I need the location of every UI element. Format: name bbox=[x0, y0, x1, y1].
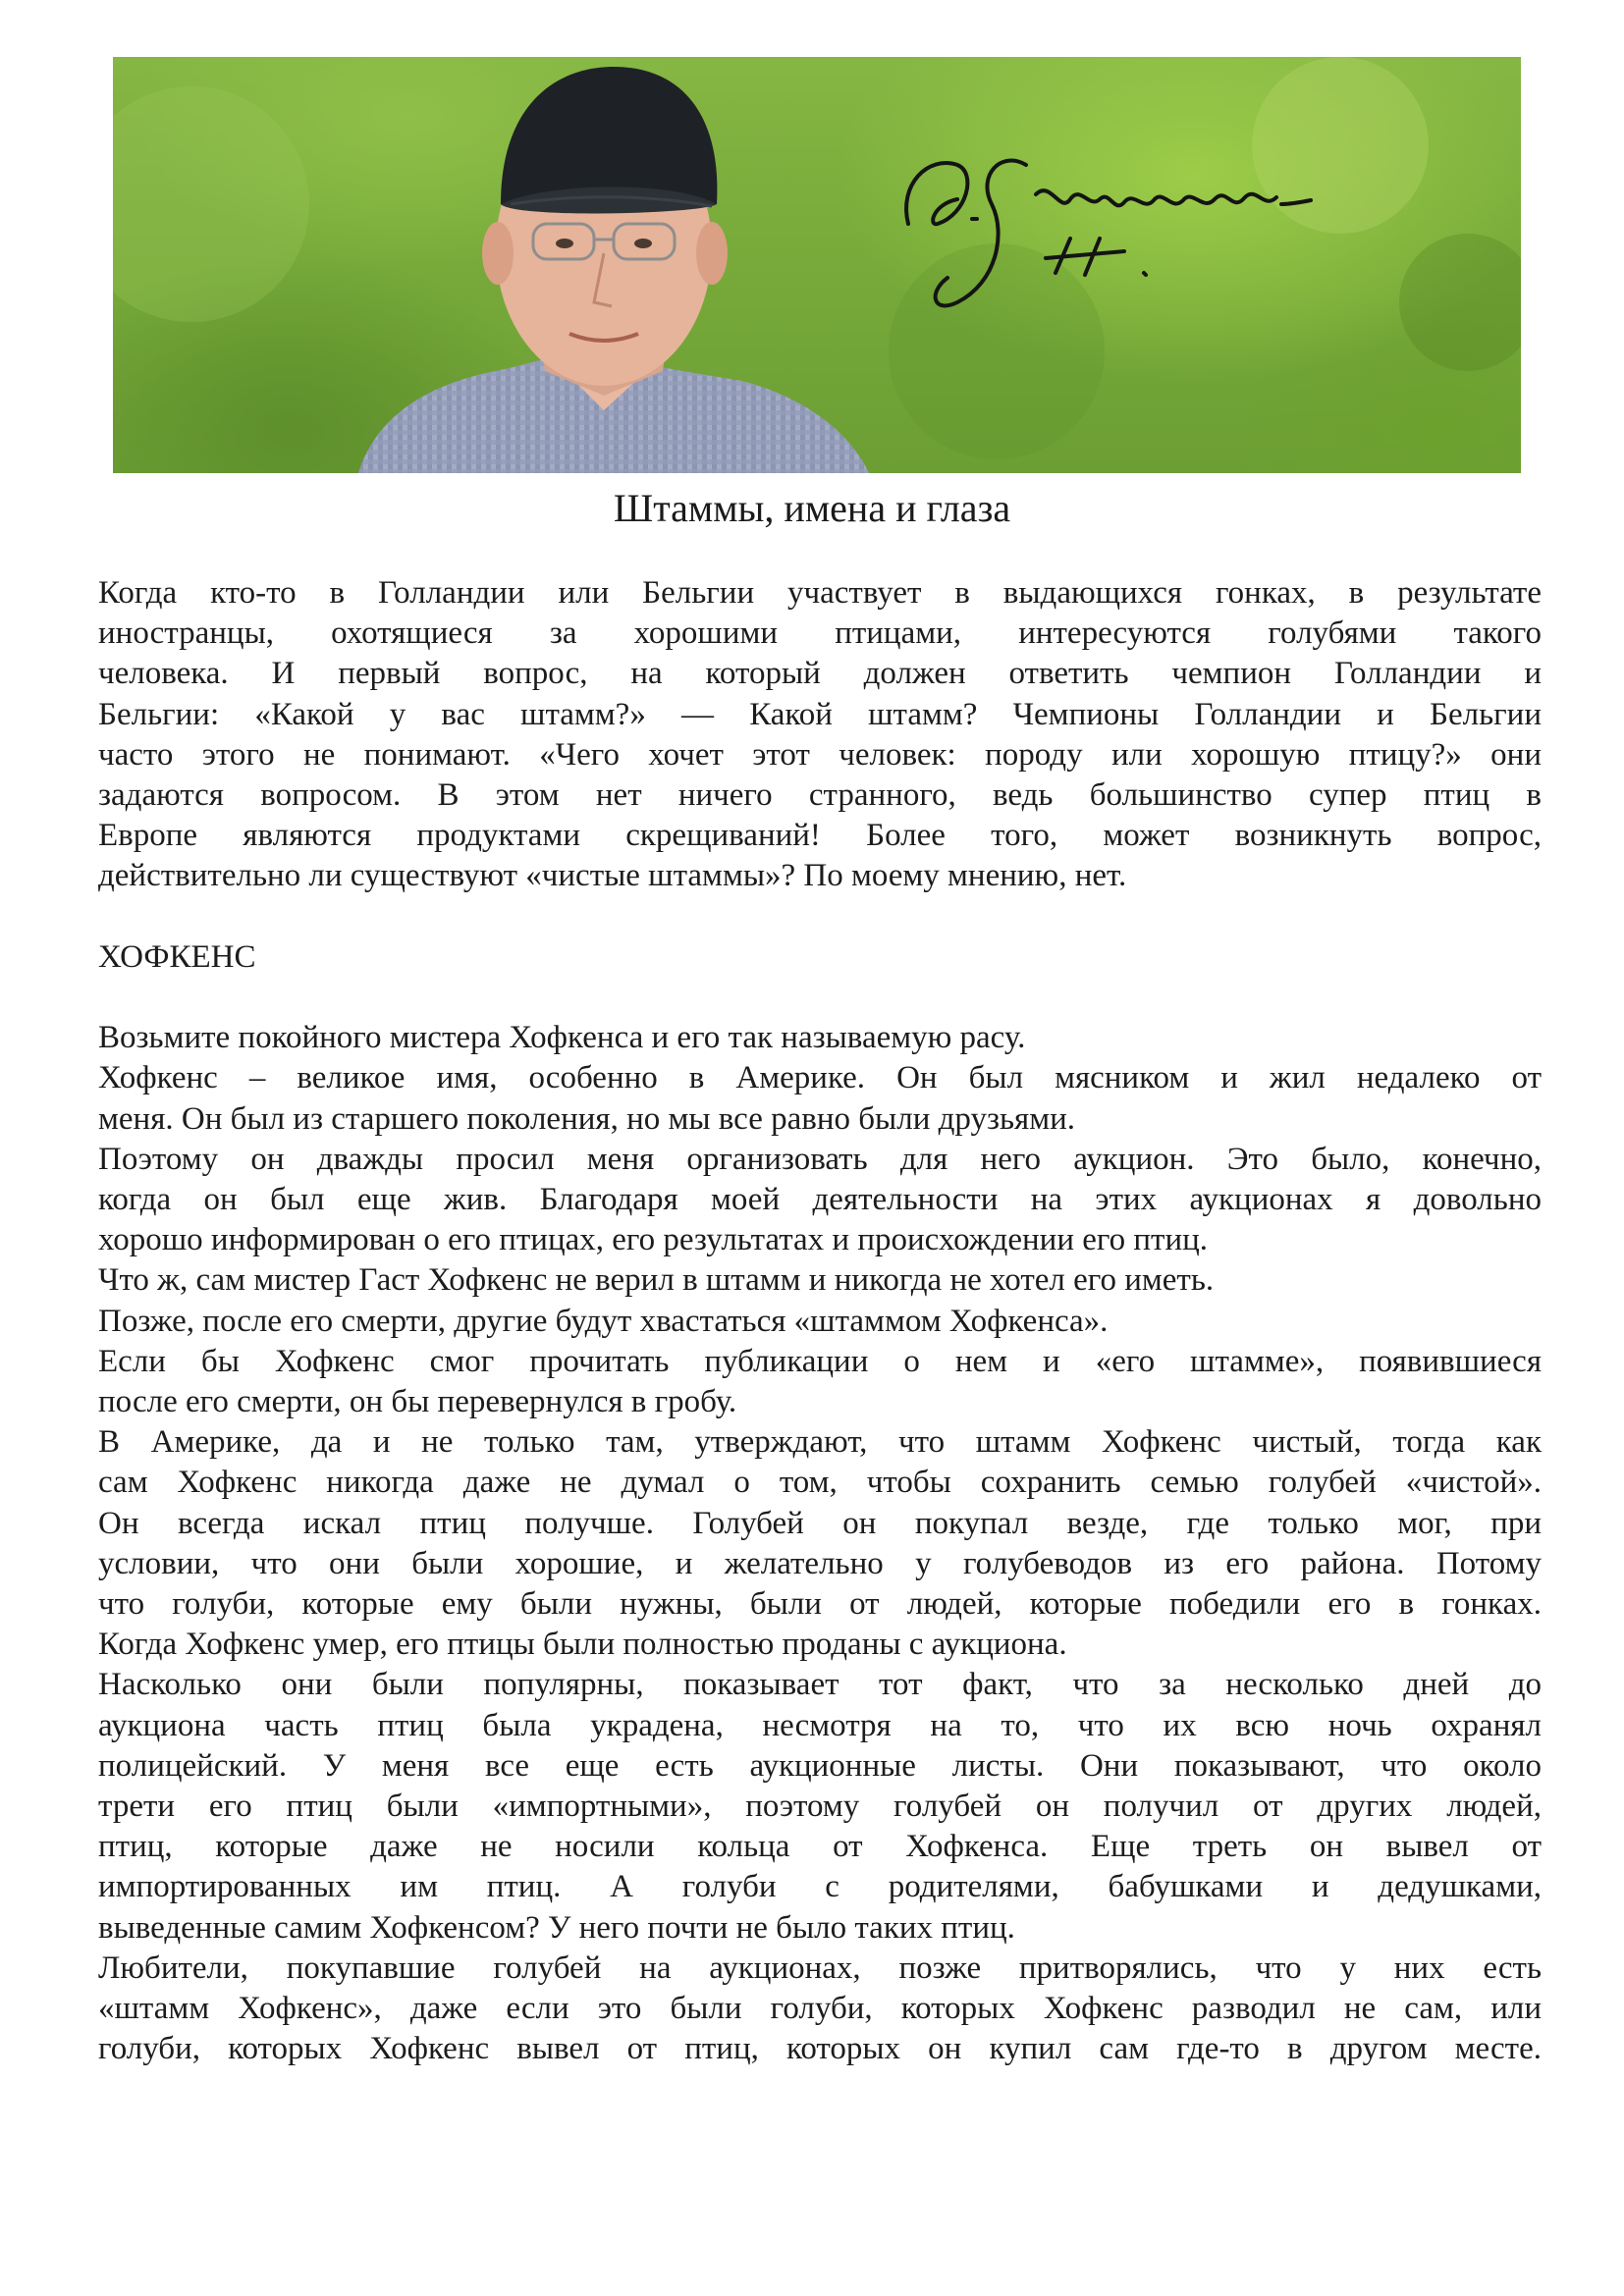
person-cap bbox=[501, 67, 717, 213]
text-line: что голуби, которые ему были нужны, были от людей, которые победили его в гонках. bbox=[98, 1586, 1542, 1623]
text-line: птиц, которые даже не носили кольца от Хофкенса. Еще треть он вывел от bbox=[98, 1829, 1542, 1865]
text-line: хорошо информирован о его птицах, его результатах и происхождении его птиц. bbox=[98, 1222, 1209, 1258]
text-line: условии, что они были хорошие, и желательно у голубеводов из его района. Потому bbox=[98, 1545, 1542, 1581]
text-line: меня. Он был из старшего поколения, но мы все равно были друзьями. bbox=[98, 1100, 1076, 1137]
text-line: иностранцы, охотящиеся за хорошими птицами, интересуются голубями такого bbox=[98, 615, 1542, 652]
text-line: когда он был еще жив. Благодаря моей деятельности на этих аукционах я довольно bbox=[98, 1182, 1542, 1218]
text-line: Насколько они были популярны, показывает тот факт, что за несколько дней до bbox=[98, 1667, 1542, 1703]
text-line: действительно ли существуют «чистые штаммы»? По моему мнению, нет. bbox=[98, 858, 1127, 894]
text-line: Возьмите покойного мистера Хофкенса и его так называемую расу. bbox=[98, 1020, 1026, 1056]
text-line: Когда кто-то в Голландии или Бельгии участвует в выдающихся гонках, в результате bbox=[98, 575, 1542, 611]
text-line: В Америке, да и не только там, утверждают, что штамм Хофкенс чистый, тогда как bbox=[98, 1424, 1542, 1461]
text-line: Любители, покупавшие голубей на аукционах, позже притворялись, что у них есть bbox=[98, 1949, 1542, 1986]
portrait-illustration bbox=[113, 57, 1521, 473]
article-body bbox=[98, 573, 1542, 2069]
text-line: человека. И первый вопрос, на который должен ответить чемпион Голландии и bbox=[98, 656, 1542, 692]
intro-paragraph bbox=[98, 573, 1542, 897]
text-line: голуби, которых Хофкенс вывел от птиц, которых он купил сам где-то в другом месте. bbox=[98, 2031, 1542, 2067]
text-line: импортированных им птиц. А голуби с родителями, бабушками и дедушками, bbox=[98, 1869, 1542, 1905]
text-line: Бельгии: «Какой у вас штамм?» — Какой штамм? Чемпионы Голландии и Бельгии bbox=[98, 696, 1542, 732]
section-heading: ХОФКЕНС bbox=[98, 938, 256, 975]
text-line: Когда Хофкенс умер, его птицы были полностью проданы с аукциона. bbox=[98, 1627, 1067, 1663]
text-line: сам Хофкенс никогда даже не думал о том, чтобы сохранить семью голубей «чистой». bbox=[98, 1465, 1542, 1501]
text-line: Хофкенс – великое имя, особенно в Америке. Он был мясником и жил недалеко от bbox=[98, 1060, 1542, 1096]
text-line: «штамм Хофкенс», даже если это были голуби, которых Хофкенс разводил не сам, или bbox=[98, 1991, 1542, 2027]
text-line: задаются вопросом. В этом нет ничего странного, ведь большинство супер птиц в bbox=[98, 777, 1542, 814]
text-line: Что ж, сам мистер Гаст Хофкенс не верил в штамм и никогда не хотел его иметь. bbox=[98, 1262, 1215, 1299]
text-line: выведенные самим Хофкенсом? У него почти не было таких птиц. bbox=[98, 1909, 1015, 1946]
text-line: Он всегда искал птиц получше. Голубей он покупал везде, где только мог, при bbox=[98, 1505, 1542, 1541]
header-banner bbox=[113, 57, 1521, 473]
text-line: аукциона часть птиц была украдена, несмотря на то, что их всю ночь охранял bbox=[98, 1707, 1542, 1743]
text-line: часто этого не понимают. «Чего хочет этот человек: породу или хорошую птицу?» они bbox=[98, 736, 1542, 773]
text-line: Если бы Хофкенс смог прочитать публикации о нем и «его штамме», появившиеся bbox=[98, 1343, 1542, 1379]
text-line: полицейский. У меня все еще есть аукционные листы. Они показывают, что около bbox=[98, 1747, 1542, 1784]
text-line: трети его птиц были «импортными», поэтому голубей он получил от других людей, bbox=[98, 1789, 1542, 1825]
text-line: Европе являются продуктами скрещиваний! Более того, может возникнуть вопрос, bbox=[98, 818, 1542, 854]
text-line: Позже, после его смерти, другие будут хвастаться «штаммом Хофкенса». bbox=[98, 1303, 1109, 1339]
text-line: после его смерти, он бы перевернулся в гробу. bbox=[98, 1384, 737, 1420]
main-paragraph bbox=[98, 1018, 1542, 2069]
page-title: Штаммы, имена и глаза bbox=[613, 486, 1011, 530]
text-line: Поэтому он дважды просил меня организовать для него аукцион. Это было, конечно, bbox=[98, 1141, 1542, 1177]
